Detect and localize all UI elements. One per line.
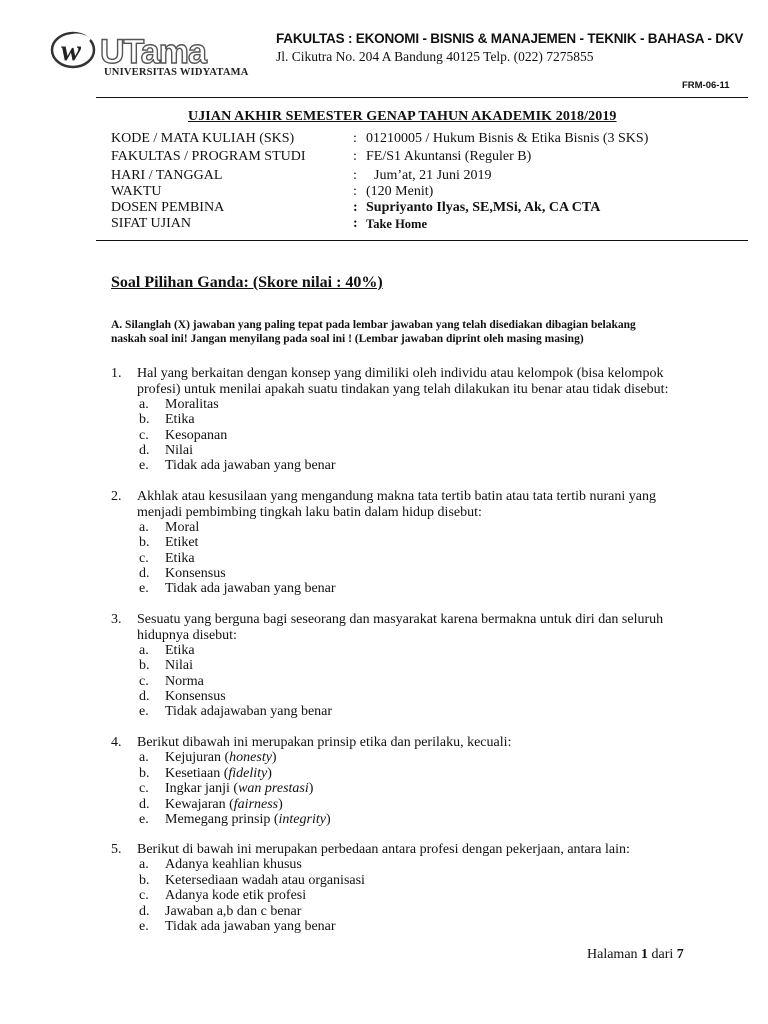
svg-text:w: w [61,34,82,67]
option-text: Tidak adajawaban yang benar [165,704,333,719]
info-label: WAKTU [111,184,162,199]
option-letter: b. [139,766,150,781]
option-text: Moral [165,520,200,535]
option-text: Konsensus [165,566,226,581]
option-text: Etiket [165,535,199,550]
logo-emblem-icon [48,30,258,70]
exam-title: UJIAN AKHIR SEMESTER GENAP TAHUN AKADEMIK 2018/2019 [188,109,617,124]
info-value: Supriyanto Ilyas, SE,MSi, Ak, CA CTA [366,200,601,215]
option-term: integrity [278,812,326,827]
option-text: Adanya keahlian khusus [165,857,302,872]
option-letter: e. [139,458,149,473]
option-term: wan prestasi [238,781,309,796]
info-value: Take Home [366,217,427,231]
info-label: SIFAT UJIAN [111,216,191,231]
option-close: ) [267,766,272,781]
option-letter: a. [139,520,149,535]
option-text: Etika [165,643,195,658]
option-letter: c. [139,551,149,566]
option-letter: e. [139,919,149,934]
page-indicator [587,947,684,963]
page-number: 1 [641,947,649,962]
faculties-line: FAKULTAS : EKONOMI - BISNIS & MANAJEMEN - TEKNIK - BAHASA - DKV [276,31,744,46]
option-text: Kejujuran ( [165,750,230,765]
option-text: Ingkar janji ( [165,781,239,796]
university-logo [48,30,258,86]
info-label: DOSEN PEMBINA [111,200,225,215]
option-text: Memegang prinsip ( [165,812,279,827]
option-text: Nilai [165,443,193,458]
option-text: Kesetiaan ( [165,766,229,781]
question-number: 3. [111,612,122,627]
option-letter: c. [139,781,149,796]
option-letter: a. [139,750,149,765]
option-text: Adanya kode etik profesi [165,888,307,903]
section-title: Soal Pilihan Ganda: (Skore nilai : 40%) [111,274,383,291]
option-text: Kesopanan [165,428,228,443]
info-colon: : [353,216,358,231]
option-text: Nilai [165,658,193,673]
option-text: Norma [165,674,204,689]
option-letter: e. [139,704,149,719]
option-text: Moralitas [165,397,219,412]
info-label: FAKULTAS / PROGRAM STUDI [111,149,306,164]
info-colon: : [353,149,357,164]
option-text: Kewajaran ( [165,797,234,812]
info-value: 01210005 / Hukum Bisnis & Etika Bisnis (3 SKS) [366,131,649,146]
logo-wordmark: UTama [100,33,206,70]
option-close: ) [308,781,314,796]
question-number: 2. [111,489,122,504]
info-label: KODE / MATA KULIAH (SKS) [111,131,295,146]
info-value: FE/S1 Akuntansi (Reguler B) [366,149,532,164]
info-label: HARI / TANGGAL [111,168,223,183]
question-text: Sesuatu yang berguna bagi seseorang dan masyarakat karena bermakna untuk diri dan seluruh hidupnya disebut: [137,612,664,643]
option-letter: b. [139,412,150,427]
info-value: (120 Menit) [366,184,434,199]
option-text: Tidak ada jawaban yang benar [165,458,336,473]
option-letter: a. [139,397,149,412]
option-text: Etika [165,551,195,566]
info-colon: : [353,184,357,199]
option-letter: a. [139,857,149,872]
option-close: ) [271,750,277,765]
option-letter: a. [139,643,149,658]
option-letter: e. [139,581,149,596]
question-text: Berikut dibawah ini merupakan prinsip etika dan perilaku, kecuali: [137,735,512,750]
option-close: ) [325,812,331,827]
question-text: Akhlak atau kesusilaan yang mengandung makna tata tertib batin atau tata tertib nurani yang menjadi pembimbing tingkah laku batin dalam hidup disebut: [137,489,656,520]
option-text: Etika [165,412,195,427]
form-code: FRM-06-11 [682,80,730,91]
header-divider [96,97,748,98]
option-letter: c. [139,428,149,443]
page-total: 7 [676,947,684,962]
option-letter: e. [139,812,149,827]
info-divider [96,240,748,241]
page-middle: dari [648,947,677,962]
option-letter: d. [139,443,150,458]
option-letter: d. [139,797,150,812]
info-colon: : [353,168,357,183]
option-letter: c. [139,888,149,903]
option-letter: c. [139,674,149,689]
address-line: Jl. Cikutra No. 204 A Bandung 40125 Telp. (022) 7275855 [276,49,594,64]
option-letter: d. [139,566,150,581]
option-letter: d. [139,689,150,704]
option-term: fairness [233,797,279,812]
option-term: fidelity [228,766,268,781]
option-text: Tidak ada jawaban yang benar [165,919,336,934]
option-text: Ketersediaan wadah atau organisasi [165,873,365,888]
option-letter: b. [139,873,150,888]
option-letter: b. [139,658,150,673]
info-colon: : [353,200,358,215]
question-number: 4. [111,735,122,750]
question-text: Hal yang berkaitan dengan konsep yang dimiliki oleh individu atau kelompok (bisa kelompok profesi) untuk menilai apakah suatu tindakan yang telah dilakukan itu benar atau tidak disebut: [137,366,669,397]
question-number: 1. [111,366,122,381]
question-text: Berikut di bawah ini merupakan perbedaan antara profesi dengan pekerjaan, antara lain: [137,842,630,857]
option-term: honesty [229,750,272,765]
option-letter: d. [139,904,150,919]
page-prefix: Halaman [587,947,642,962]
option-text: Jawaban a,b dan c benar [165,904,302,919]
university-name: UNIVERSITAS WIDYATAMA [104,67,249,78]
question-number: 5. [111,842,122,857]
info-colon: : [353,131,357,146]
option-text: Tidak ada jawaban yang benar [165,581,336,596]
option-letter: b. [139,535,150,550]
option-close: ) [278,797,283,812]
instruction-text: A. Silanglah (X) jawaban yang paling tepat pada lembar jawaban yang telah disediakan dibagian belakang naskah soal ini! Jangan menyilang pada soal ini ! (Lembar jawaban diprint oleh masing masing) [111,319,636,345]
option-text: Konsensus [165,689,226,704]
info-value: Jum’at, 21 Juni 2019 [374,168,492,183]
